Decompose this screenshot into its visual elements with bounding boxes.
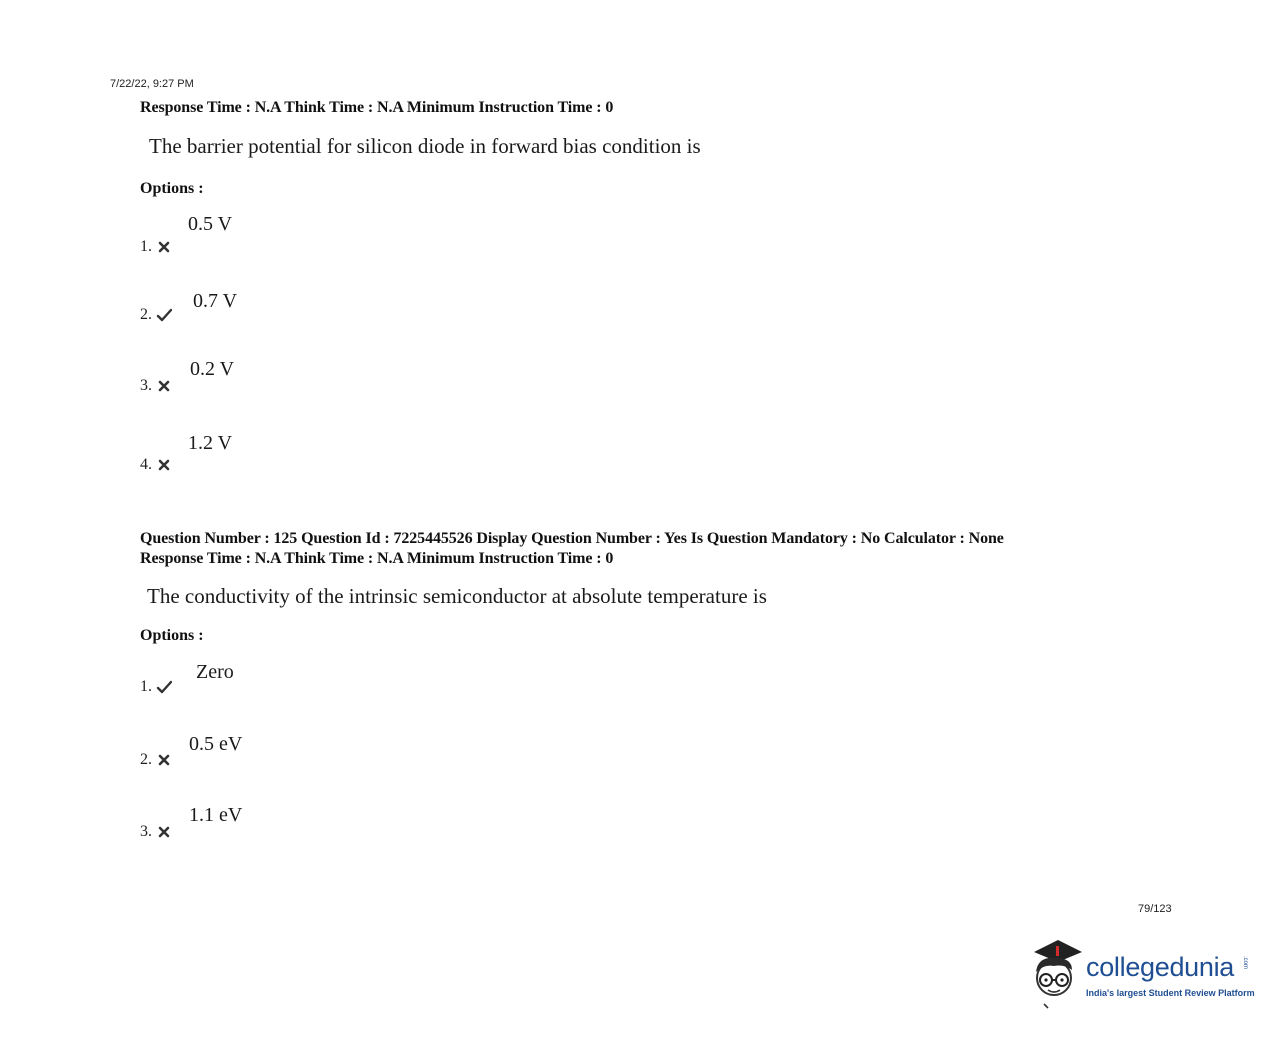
option-number: 3.: [140, 823, 152, 840]
brand-suffix: .com: [1242, 956, 1248, 970]
mascot-icon: [1024, 938, 1086, 1010]
q2-option-3: [140, 823, 172, 841]
cross-icon: [156, 240, 172, 254]
q2-meta-line-1: Question Number : 125 Question Id : 7225445526 Display Question Number : Yes Is Question Mandatory : No Calculator : None: [140, 530, 1004, 547]
q1-option-1: [140, 238, 172, 256]
option-number: 1.: [140, 238, 152, 255]
q2-option-1: [140, 678, 172, 696]
collegedunia-logo: [1024, 938, 1254, 1010]
q1-option-2-value: 0.7 V: [193, 290, 238, 312]
cross-icon: [156, 825, 172, 839]
q1-options-label: Options :: [140, 180, 204, 197]
option-number: 1.: [140, 678, 152, 695]
q1-option-4: [140, 456, 172, 474]
q2-option-2-value: 0.5 eV: [189, 733, 243, 755]
brand-name: collegedunia: [1086, 952, 1235, 982]
q1-meta: Response Time : N.A Think Time : N.A Minimum Instruction Time : 0: [140, 99, 614, 116]
option-number: 4.: [140, 456, 152, 473]
q2-options-label: Options :: [140, 627, 204, 644]
option-number: 2.: [140, 751, 152, 768]
page-number: 79/123: [1138, 903, 1172, 915]
option-number: 2.: [140, 306, 152, 323]
check-icon: [156, 680, 172, 694]
cross-icon: [156, 753, 172, 767]
q1-option-4-value: 1.2 V: [188, 432, 233, 454]
check-icon: [156, 308, 172, 322]
brand-tagline: India's largest Student Review Platform: [1086, 988, 1255, 998]
cross-icon: [156, 458, 172, 472]
q2-meta-line-2: Response Time : N.A Think Time : N.A Minimum Instruction Time : 0: [140, 550, 614, 567]
q2-question-text: The conductivity of the intrinsic semiconductor at absolute temperature is: [147, 584, 767, 608]
cross-icon: [156, 379, 172, 393]
q1-question-text: The barrier potential for silicon diode in forward bias condition is: [149, 134, 701, 158]
q2-option-3-value: 1.1 eV: [189, 804, 243, 826]
q2-option-2: [140, 751, 172, 769]
q1-option-3-value: 0.2 V: [190, 358, 235, 380]
q1-option-1-value: 0.5 V: [188, 213, 233, 235]
q1-option-3: [140, 377, 172, 395]
q2-option-1-value: Zero: [196, 661, 234, 683]
q1-option-2: [140, 306, 172, 324]
option-number: 3.: [140, 377, 152, 394]
print-timestamp: 7/22/22, 9:27 PM: [110, 78, 194, 90]
